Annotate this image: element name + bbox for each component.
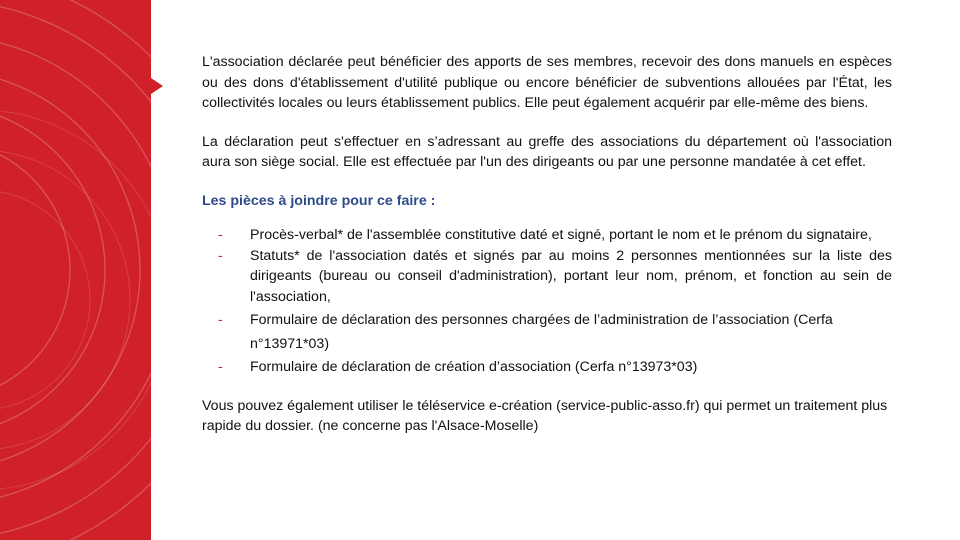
slide-content [202,52,892,437]
documents-heading: Les pièces à joindre pour ce faire : [202,192,436,209]
bullet-dash: - [218,359,223,375]
bullet-dash: - [218,312,223,328]
list-item-text: Formulaire de déclaration des personnes chargées de l’administration de l’association (Cerfa n°13971*03) [250,312,833,352]
decorative-side-band [0,0,151,540]
list-item [202,309,892,356]
list-item [202,357,892,378]
list-item-text: Procès-verbal* de l'assemblée constitutive daté et signé, portant le nom et le prénom du signataire, [250,227,872,243]
band-pointer-triangle [151,78,163,94]
list-item [202,225,892,246]
bullet-dash: - [218,247,223,264]
decorative-arc-pattern [0,0,151,540]
list-item-text: Statuts* de l'association datés et signés par au moins 2 personnes mentionnées sur la liste des dirigeants (bureau ou conseil d'administration), portant leur nom, prénom, et fonction au sein de l'association, [250,247,892,305]
documents-list [202,225,892,378]
list-item [202,246,892,308]
closing-paragraph: Vous pouvez également utiliser le téléservice e-création (service-public-asso.fr) qui permet un traitement plus rapide du dossier. (ne concerne pas l'Alsace-Moselle) [202,397,888,434]
bullet-dash: - [218,227,223,243]
list-item-text: Formulaire de déclaration de création d’association (Cerfa n°13973*03) [250,359,698,375]
declaration-paragraph: La déclaration peut s'effectuer en s’adressant au greffe des associations du département où l'association aura son siège social. Elle est effectuée par l'un des dirigeants ou par une personne mandatée à cet effet. [202,133,892,170]
intro-paragraph: L'association déclarée peut bénéficier des apports de ses membres, recevoir des dons manuels en espèces ou des dons d'établissement d'utilité publique ou encore bénéficier de subventions allouées par l'État, les collectivités locales ou leurs établissement publics. Elle peut également acquérir par elle-même des biens. [202,54,892,111]
